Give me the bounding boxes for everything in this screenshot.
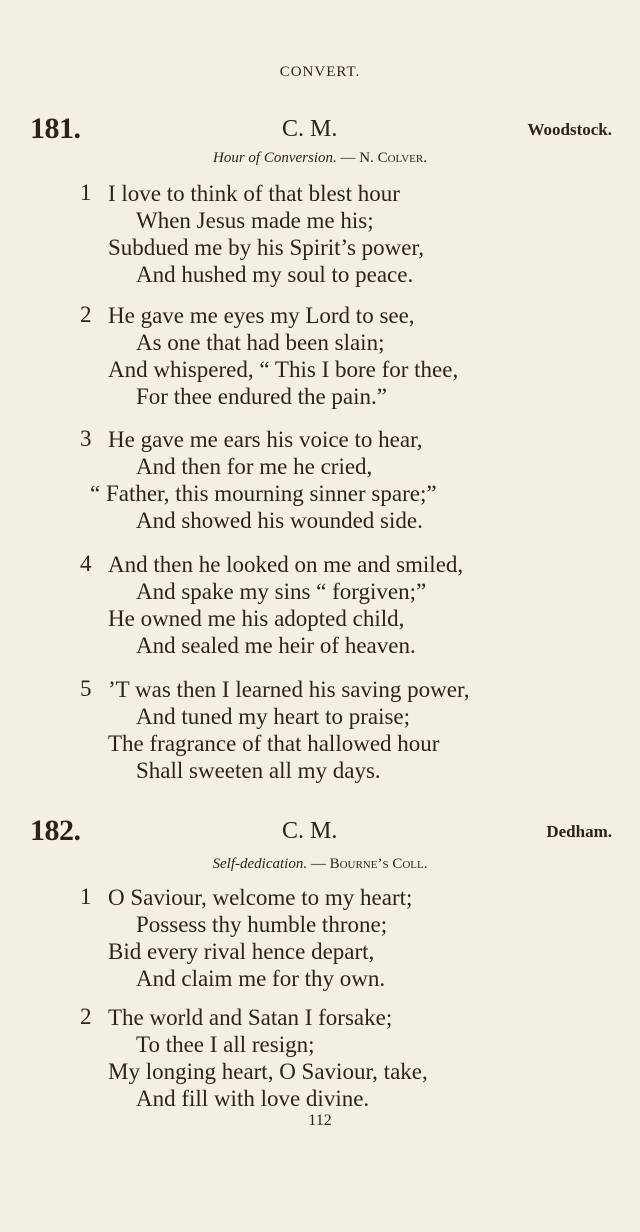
page-number: 112 bbox=[308, 1112, 332, 1129]
verse-line: I love to think of that blest hour bbox=[108, 181, 400, 206]
verse-line: He gave me ears his voice to hear, bbox=[108, 427, 423, 452]
verse-line: And hushed my soul to peace. bbox=[136, 262, 414, 287]
hymn-number: 182. bbox=[30, 814, 81, 847]
hymn-subtitle-title: Self-dedication. bbox=[212, 856, 308, 872]
verse-line: The fragrance of that hallowed hour bbox=[108, 731, 440, 756]
verse-line: Possess thy humble throne; bbox=[136, 912, 388, 937]
verse-line: And fill with love divine. bbox=[136, 1086, 370, 1111]
hymn-subtitle-author: — N. Colver. bbox=[340, 150, 427, 166]
verse-line: And showed his wounded side. bbox=[136, 508, 423, 533]
verse-line: And then he looked on me and smiled, bbox=[108, 552, 464, 577]
verse-line: To thee I all resign; bbox=[136, 1032, 315, 1057]
running-head: CONVERT. bbox=[279, 64, 361, 80]
hymn-tune: Dedham. bbox=[546, 822, 612, 841]
verse-line: And spake my sins “ forgiven;” bbox=[136, 579, 427, 604]
hymn-subtitle bbox=[0, 856, 640, 873]
verse-line: And sealed me heir of heaven. bbox=[136, 633, 416, 658]
stanza-number: 3 bbox=[80, 426, 92, 451]
hymn-header bbox=[0, 112, 640, 148]
verse-line: The world and Satan I forsake; bbox=[108, 1005, 393, 1030]
verse-line: Shall sweeten all my days. bbox=[136, 758, 381, 783]
verse-line: As one that had been slain; bbox=[136, 330, 385, 355]
verse-line: And then for me he cried, bbox=[136, 454, 373, 479]
stanza-number: 5 bbox=[80, 676, 92, 701]
verse-line: For thee endured the pain.” bbox=[136, 384, 387, 409]
verse-line: When Jesus made me his; bbox=[136, 208, 374, 233]
verse-line: He gave me eyes my Lord to see, bbox=[108, 303, 415, 328]
verse-line: He owned me his adopted child, bbox=[108, 606, 405, 631]
hymn-header bbox=[0, 814, 640, 850]
verse-line: ’T was then I learned his saving power, bbox=[108, 677, 470, 702]
hymn-tune: Woodstock. bbox=[527, 120, 612, 139]
hymn-subtitle-title: Hour of Conversion. bbox=[213, 150, 337, 166]
stanza-number: 2 bbox=[80, 1004, 92, 1029]
verse-line: And claim me for thy own. bbox=[136, 966, 386, 991]
verse-line: Bid every rival hence depart, bbox=[108, 939, 375, 964]
verse-line: And whispered, “ This I bore for thee, bbox=[108, 357, 459, 382]
hymn-meter: C. M. bbox=[282, 116, 338, 142]
stanza-number: 1 bbox=[80, 180, 92, 205]
verse-line: “ Father, this mourning sinner spare;” bbox=[90, 481, 437, 506]
stanza-number: 4 bbox=[80, 551, 92, 576]
stanza-number: 2 bbox=[80, 302, 92, 327]
verse-line: My longing heart, O Saviour, take, bbox=[108, 1059, 428, 1084]
verse-line: And tuned my heart to praise; bbox=[136, 704, 411, 729]
stanza-number: 1 bbox=[80, 884, 92, 909]
hymn-number: 181. bbox=[30, 112, 81, 145]
hymn-meter: C. M. bbox=[282, 818, 338, 844]
verse-line: O Saviour, welcome to my heart; bbox=[108, 885, 413, 910]
verse-line: Subdued me by his Spirit’s power, bbox=[108, 235, 424, 260]
hymn-subtitle-author: — Bourne’s Coll. bbox=[310, 856, 428, 872]
hymn-subtitle bbox=[0, 150, 640, 167]
